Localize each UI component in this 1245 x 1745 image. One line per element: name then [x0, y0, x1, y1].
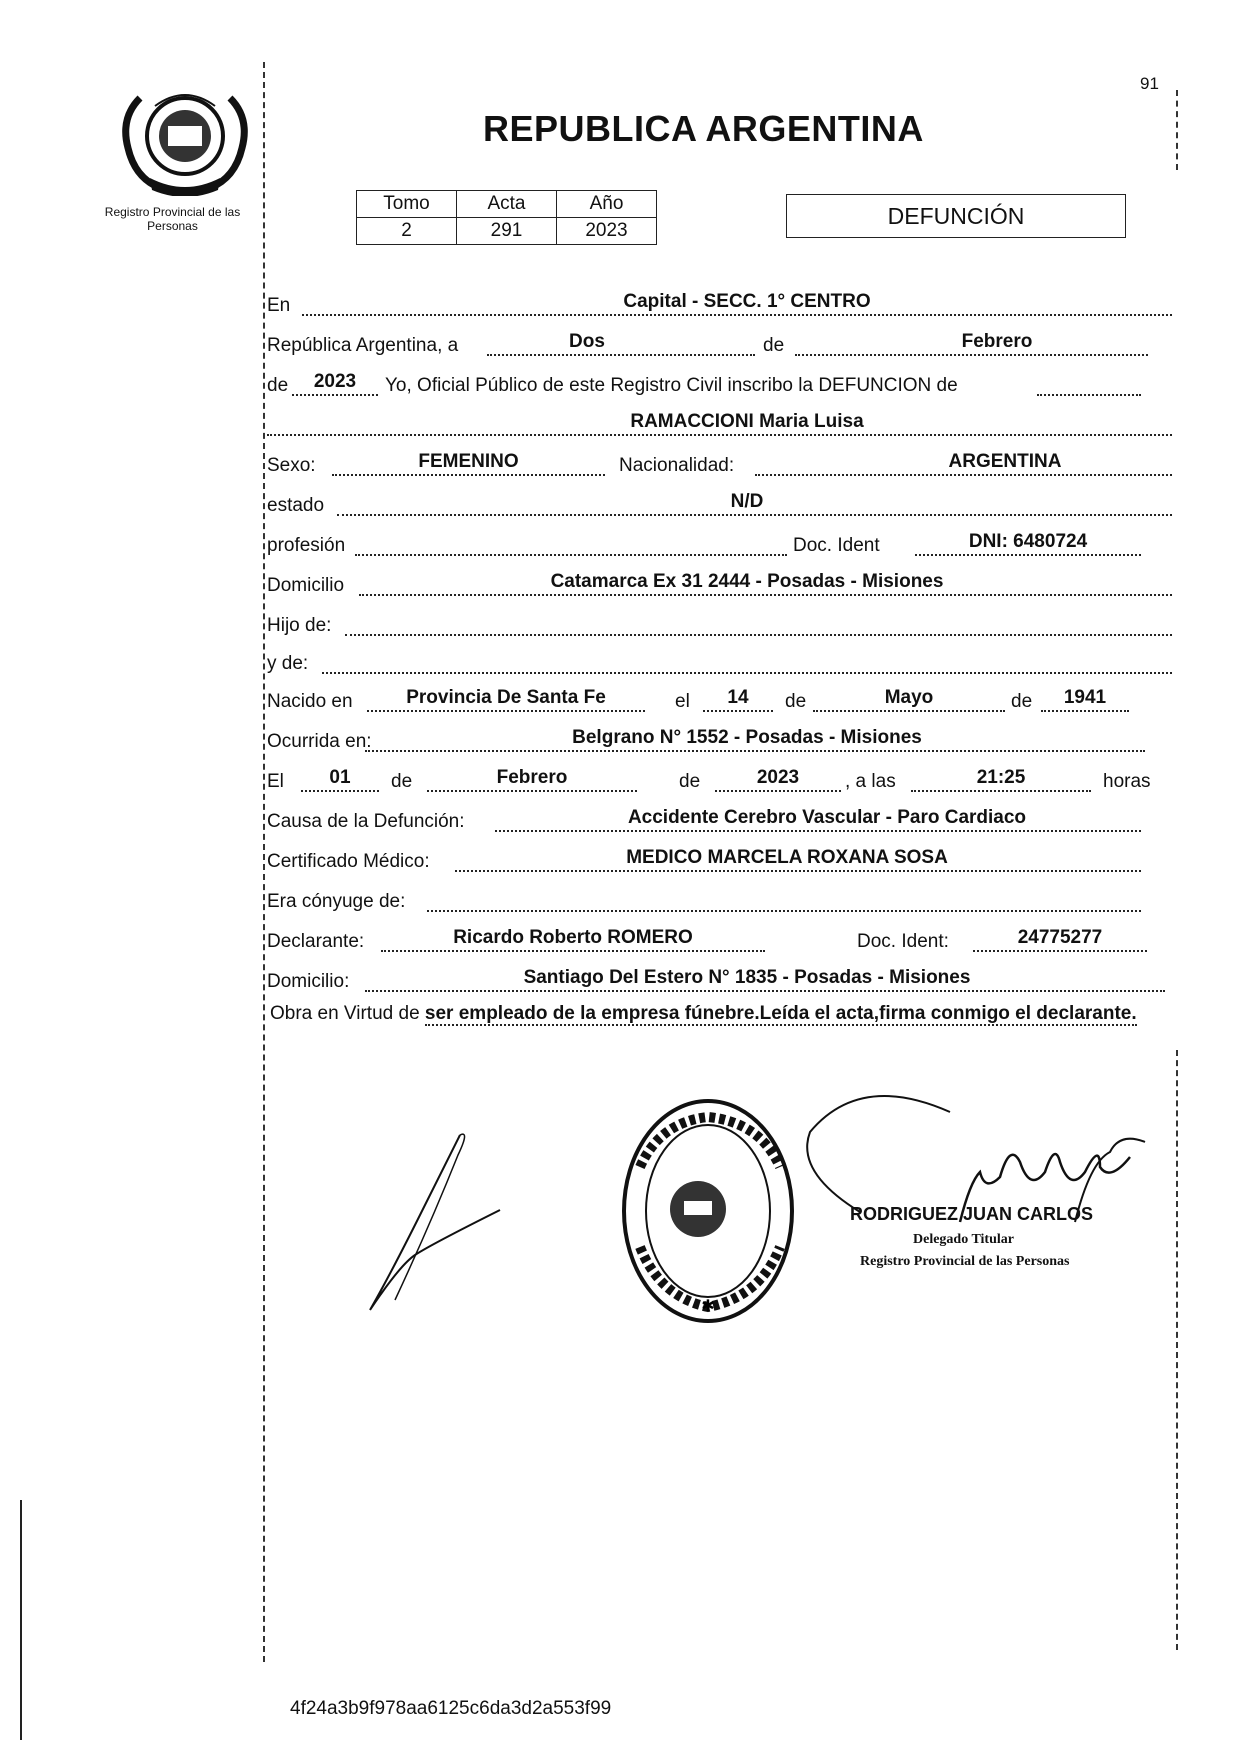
birth-month: Mayo: [884, 687, 934, 708]
day-word: Dos: [569, 331, 605, 352]
domicilio-value: Catamarca Ex 31 2444 - Posadas - Misiones: [550, 571, 944, 592]
record-reference-table: [356, 190, 657, 245]
en-label: En: [267, 295, 291, 316]
certificado-value: MEDICO MARCELA ROXANA SOSA: [626, 847, 948, 868]
row-nacido: [267, 682, 1172, 716]
row-conyuge: [267, 882, 1172, 916]
row-domicilio2: [267, 962, 1172, 996]
republica-label: República Argentina, a: [267, 335, 459, 356]
svg-text:✱: ✱: [701, 1298, 715, 1315]
row-yo: [267, 366, 1172, 400]
conyuge-label: Era cónyuge de:: [267, 891, 406, 912]
row-republica: [267, 326, 1172, 360]
doc-ident-label: Doc. Ident: [793, 535, 880, 556]
registration-year: 2023: [313, 371, 357, 392]
row-profesion: [267, 526, 1172, 560]
tomo-value: 2: [357, 218, 457, 245]
y-de-label: y de:: [267, 653, 309, 674]
de-label-1: de: [763, 335, 785, 356]
row-ocurrida: [267, 722, 1172, 756]
row-declarante: [267, 922, 1172, 956]
row-hijo: [267, 606, 1172, 640]
de-label-4: de: [1011, 691, 1033, 712]
causa-value: Accidente Cerebro Vascular - Paro Cardiaco: [627, 807, 1027, 828]
row-en: [267, 286, 1172, 320]
hijo-label: Hijo de:: [267, 615, 332, 636]
row-sexo: [267, 446, 1172, 480]
obra-value: ser empleado de la empresa fúnebre.Leída el acta,firma conmigo el declarante.: [424, 1003, 1137, 1024]
ocurrida-value: Belgrano N° 1552 - Posadas - Misiones: [572, 727, 922, 748]
scan-edge-line: [20, 1500, 22, 1740]
domicilio2-label: Domicilio:: [267, 971, 350, 992]
official-name: RODRIGUEZ JUAN CARLOS: [850, 1204, 1094, 1224]
official-org: Registro Provincial de las Personas: [860, 1254, 1070, 1269]
de-label-2: de: [267, 375, 289, 396]
nacido-label: Nacido en: [267, 691, 353, 712]
row-death-date: [267, 762, 1172, 796]
domicilio-label: Domicilio: [267, 575, 345, 596]
obra-label: Obra en Virtud de: [270, 1003, 420, 1024]
de-label-6: de: [679, 771, 701, 792]
doc-ident-value: DNI: 6480724: [968, 531, 1088, 552]
row-name: [267, 406, 1172, 440]
official-title: Delegado Titular: [913, 1232, 1014, 1247]
declarante-doc-label: Doc. Ident:: [857, 931, 949, 952]
page-number: 91: [1140, 74, 1159, 93]
sexo-label: Sexo:: [267, 455, 316, 476]
de-label-5: de: [391, 771, 413, 792]
estado-label: estado: [267, 495, 325, 516]
yo-text: Yo, Oficial Público de este Registro Civil inscribo la DEFUNCION de: [385, 375, 958, 396]
declarante-doc-value: 24775277: [1017, 927, 1103, 948]
country-title: REPUBLICA ARGENTINA: [483, 108, 924, 149]
en-value: Capital - SECC. 1° CENTRO: [623, 291, 871, 312]
row-causa: [267, 802, 1172, 836]
estado-value: N/D: [730, 491, 764, 512]
nacionalidad-label: Nacionalidad:: [619, 455, 735, 476]
death-year: 2023: [756, 767, 800, 788]
tomo-header: Tomo: [357, 191, 457, 218]
declarant-signature: [360, 1125, 510, 1315]
official-stamp: [620, 1097, 796, 1325]
right-margin-line-lower: [1176, 1050, 1178, 1650]
right-margin-line: [1176, 90, 1178, 170]
nacido-value: Provincia De Santa Fe: [406, 687, 606, 708]
a-las-label: , a las: [845, 771, 896, 792]
declarante-label: Declarante:: [267, 931, 365, 952]
document-hash: 4f24a3b9f978aa6125c6da3d2a553f99: [290, 1698, 612, 1719]
row-y-de: [267, 644, 1172, 678]
profesion-label: profesión: [267, 535, 346, 556]
acta-header: Acta: [457, 191, 557, 218]
deceased-name: RAMACCIONI Maria Luisa: [630, 411, 864, 432]
sexo-value: FEMENINO: [418, 451, 519, 472]
horas-label: horas: [1103, 771, 1151, 792]
row-certificado: [267, 842, 1172, 876]
row-estado: [267, 486, 1172, 520]
acta-value: 291: [457, 218, 557, 245]
declarante-value: Ricardo Roberto ROMERO: [453, 927, 693, 948]
el-label: el: [675, 691, 690, 712]
causa-label: Causa de la Defunción:: [267, 811, 465, 832]
certificado-label: Certificado Médico:: [267, 851, 430, 872]
registry-caption: Registro Provincial de las Personas: [104, 205, 241, 233]
domicilio2-value: Santiago Del Estero N° 1835 - Posadas - Misiones: [523, 967, 971, 988]
nacionalidad-value: ARGENTINA: [948, 451, 1062, 472]
birth-year: 1941: [1063, 687, 1107, 708]
birth-day: 14: [727, 687, 749, 708]
death-day: 01: [329, 767, 351, 788]
death-time: 21:25: [976, 767, 1026, 788]
record-type-box: DEFUNCIÓN: [786, 194, 1126, 238]
el2-label: El: [267, 771, 284, 792]
left-margin-line: [263, 62, 265, 1662]
province-seal: [110, 78, 260, 196]
de-label-3: de: [785, 691, 807, 712]
row-domicilio: [267, 566, 1172, 600]
obra-paragraph: [270, 998, 1170, 1030]
month-word: Febrero: [961, 331, 1033, 352]
registry-stamp-icon: [620, 1097, 796, 1325]
anio-header: Año: [557, 191, 657, 218]
anio-value: 2023: [557, 218, 657, 245]
ocurrida-label: Ocurrida en:: [267, 731, 372, 752]
death-month: Febrero: [496, 767, 568, 788]
misiones-seal-icon: [110, 78, 260, 196]
